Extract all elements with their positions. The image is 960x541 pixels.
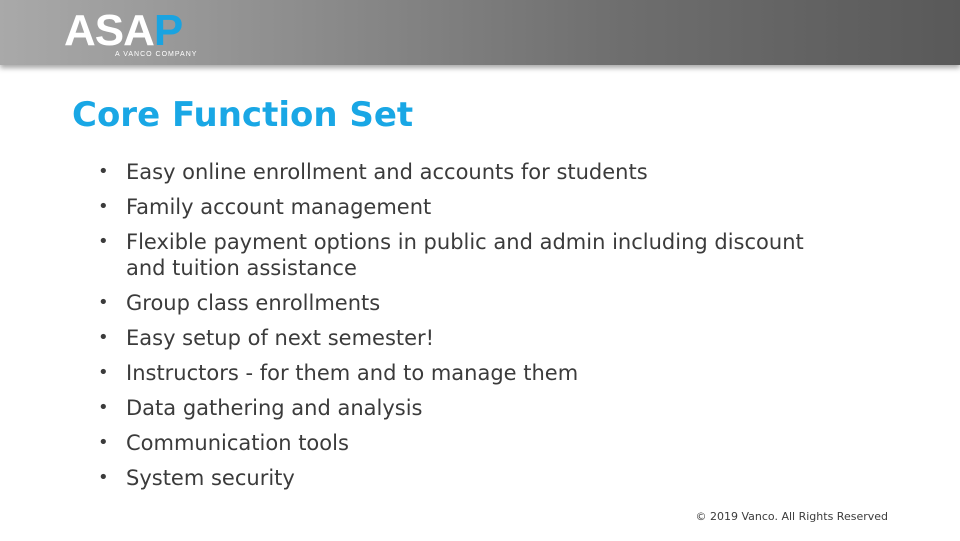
bullet-text: Family account management — [126, 195, 432, 219]
bullet-list — [96, 159, 856, 500]
bullet-marker: • — [98, 362, 109, 383]
bullet-text: Easy online enrollment and accounts for students — [126, 160, 648, 184]
bullet-item — [96, 430, 856, 456]
logo-wordmark-accent: P — [153, 6, 183, 55]
bullet-item — [96, 395, 856, 421]
bullet-text: Group class enrollments — [126, 291, 381, 315]
bullet-marker: • — [98, 161, 109, 182]
bullet-marker: • — [98, 467, 109, 488]
bullet-text: Flexible payment options in public and admin including discount and tuition assistance — [126, 230, 804, 280]
logo-wordmark — [64, 8, 182, 54]
bullet-text: Communication tools — [126, 431, 349, 455]
logo-tagline: A VANCO COMPANY — [115, 51, 198, 58]
bullet-marker: • — [98, 397, 109, 418]
bullet-item — [96, 159, 856, 185]
copyright-footer: © 2019 Vanco. All Rights Reserved — [695, 510, 888, 523]
bullet-marker: • — [98, 292, 109, 313]
bullet-marker: • — [98, 231, 109, 252]
bullet-item — [96, 465, 856, 491]
bullet-item — [96, 325, 856, 351]
bullet-item — [96, 290, 856, 316]
bullet-marker: • — [98, 432, 109, 453]
bullet-item — [96, 194, 856, 220]
bullet-text: Easy setup of next semester! — [126, 326, 435, 350]
header-bar — [0, 0, 960, 65]
bullet-item — [96, 360, 856, 386]
logo-wordmark-main: ASA — [64, 6, 154, 55]
bullet-marker: • — [98, 327, 109, 348]
bullet-text: Instructors - for them and to manage them — [126, 361, 579, 385]
bullet-marker: • — [98, 196, 109, 217]
bullet-text: Data gathering and analysis — [126, 396, 423, 420]
asap-logo — [64, 8, 214, 62]
bullet-text: System security — [126, 466, 295, 490]
slide-title: Core Function Set — [72, 95, 414, 135]
bullet-item — [96, 229, 856, 281]
